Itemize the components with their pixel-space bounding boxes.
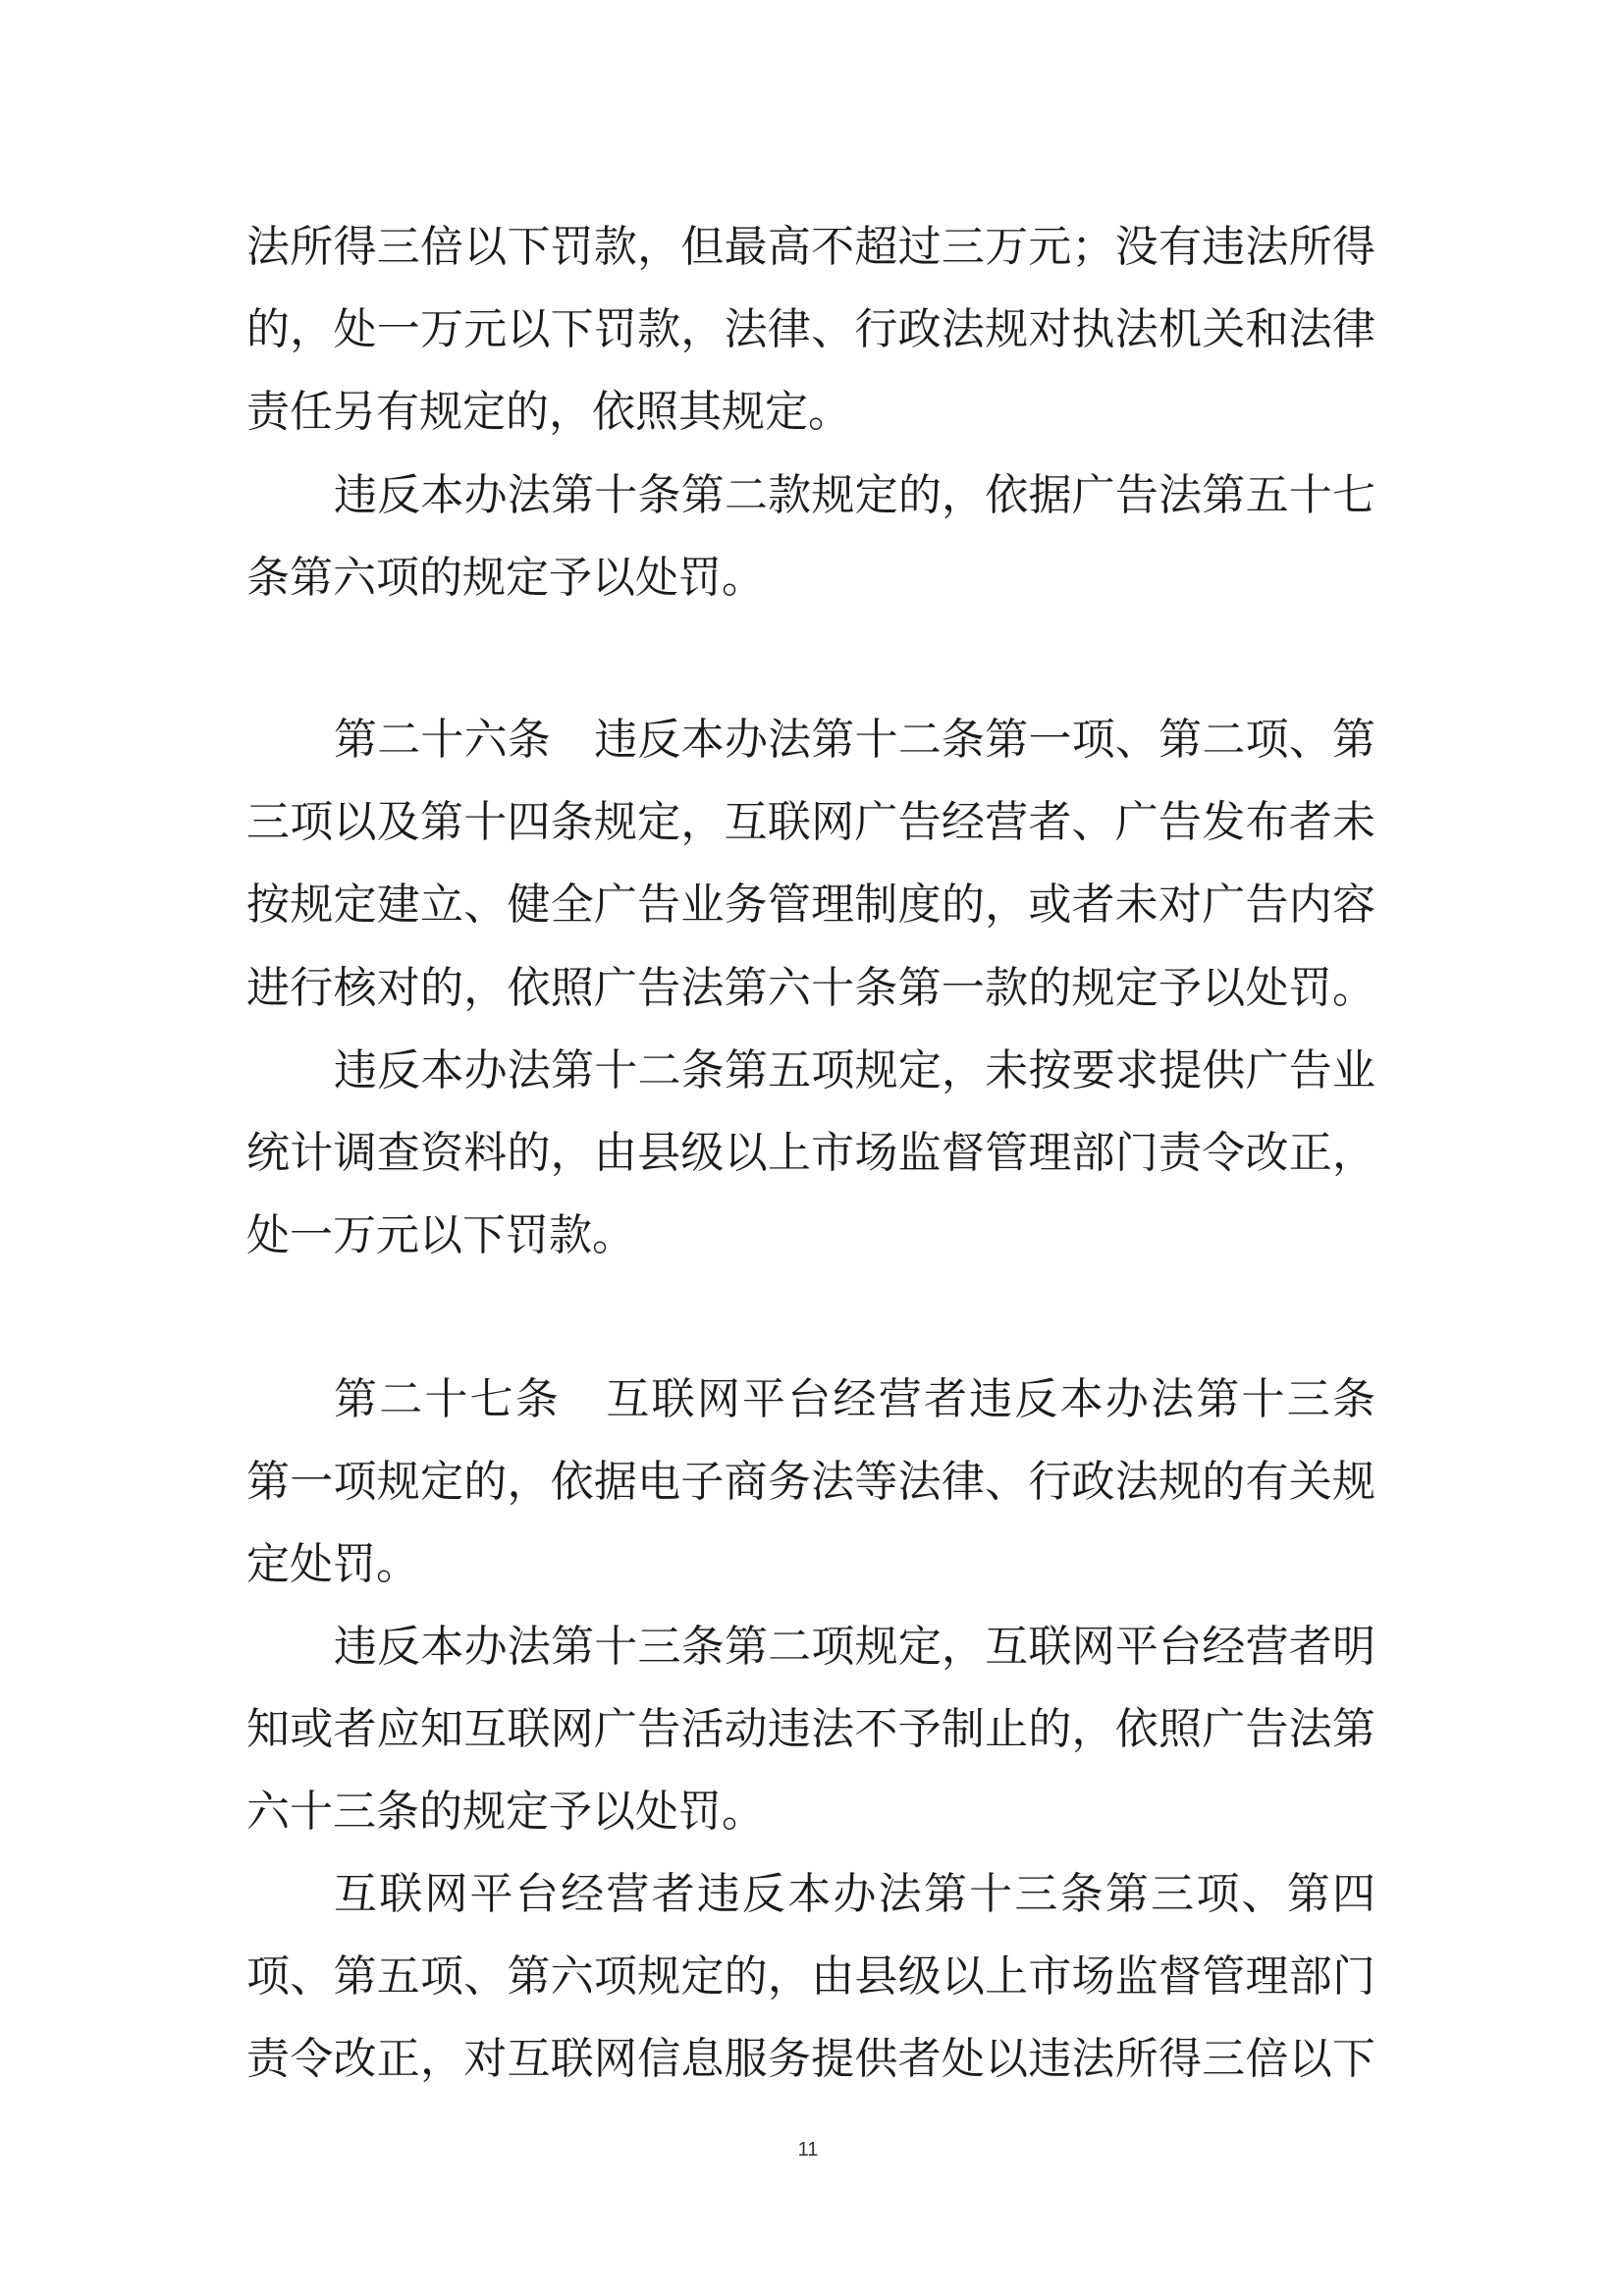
text-line: 条第六项的规定予以处罚。 <box>246 553 765 603</box>
text-line: 责任另有规定的，依照其规定。 <box>246 387 851 437</box>
text-line: 知或者应知互联网广告活动违法不予制止的，依照广告法第 <box>246 1704 1375 1754</box>
text-line: 统计调查资料的，由县级以上市场监督管理部门责令改正， <box>246 1128 1375 1178</box>
text-line: 违反本办法第十三条第二项规定，互联网平台经营者明 <box>334 1622 1375 1672</box>
text-line: 进行核对的，依照广告法第六十条第一款的规定予以处罚。 <box>246 963 1375 1013</box>
text-line: 互联网平台经营者违反本办法第十三条第三项、第四 <box>334 1869 1375 1919</box>
text-line: 三项以及第十四条规定，互联网广告经营者、广告发布者未 <box>246 797 1375 847</box>
article-heading-line: 第二十六条 违反本办法第十二条第一项、第二项、第 <box>334 715 1375 765</box>
text-line: 六十三条的规定予以处罚。 <box>246 1787 765 1837</box>
text-line: 的，处一万元以下罚款，法律、行政法规对执法机关和法律 <box>246 304 1375 354</box>
text-line: 项、第五项、第六项规定的，由县级以上市场监督管理部门 <box>246 1951 1375 2002</box>
text-line: 第一项规定的，依据电子商务法等法律、行政法规的有关规 <box>246 1457 1375 1507</box>
article-heading-line: 第二十七条 互联网平台经营者违反本办法第十三条 <box>334 1374 1375 1424</box>
text-line: 处一万元以下罚款。 <box>246 1210 635 1260</box>
text-line: 责令改正，对互联网信息服务提供者处以违法所得三倍以下 <box>246 2034 1375 2084</box>
text-line: 按规定建立、健全广告业务管理制度的，或者未对广告内容 <box>246 880 1375 930</box>
text-line: 定处罚。 <box>246 1539 419 1589</box>
text-line: 法所得三倍以下罚款，但最高不超过三万元；没有违法所得 <box>246 222 1375 272</box>
page-number: 11 <box>797 2139 819 2161</box>
text-line: 违反本办法第十条第二款规定的，依据广告法第五十七 <box>334 470 1375 520</box>
text-line: 违反本办法第十二条第五项规定，未按要求提供广告业 <box>334 1045 1375 1095</box>
